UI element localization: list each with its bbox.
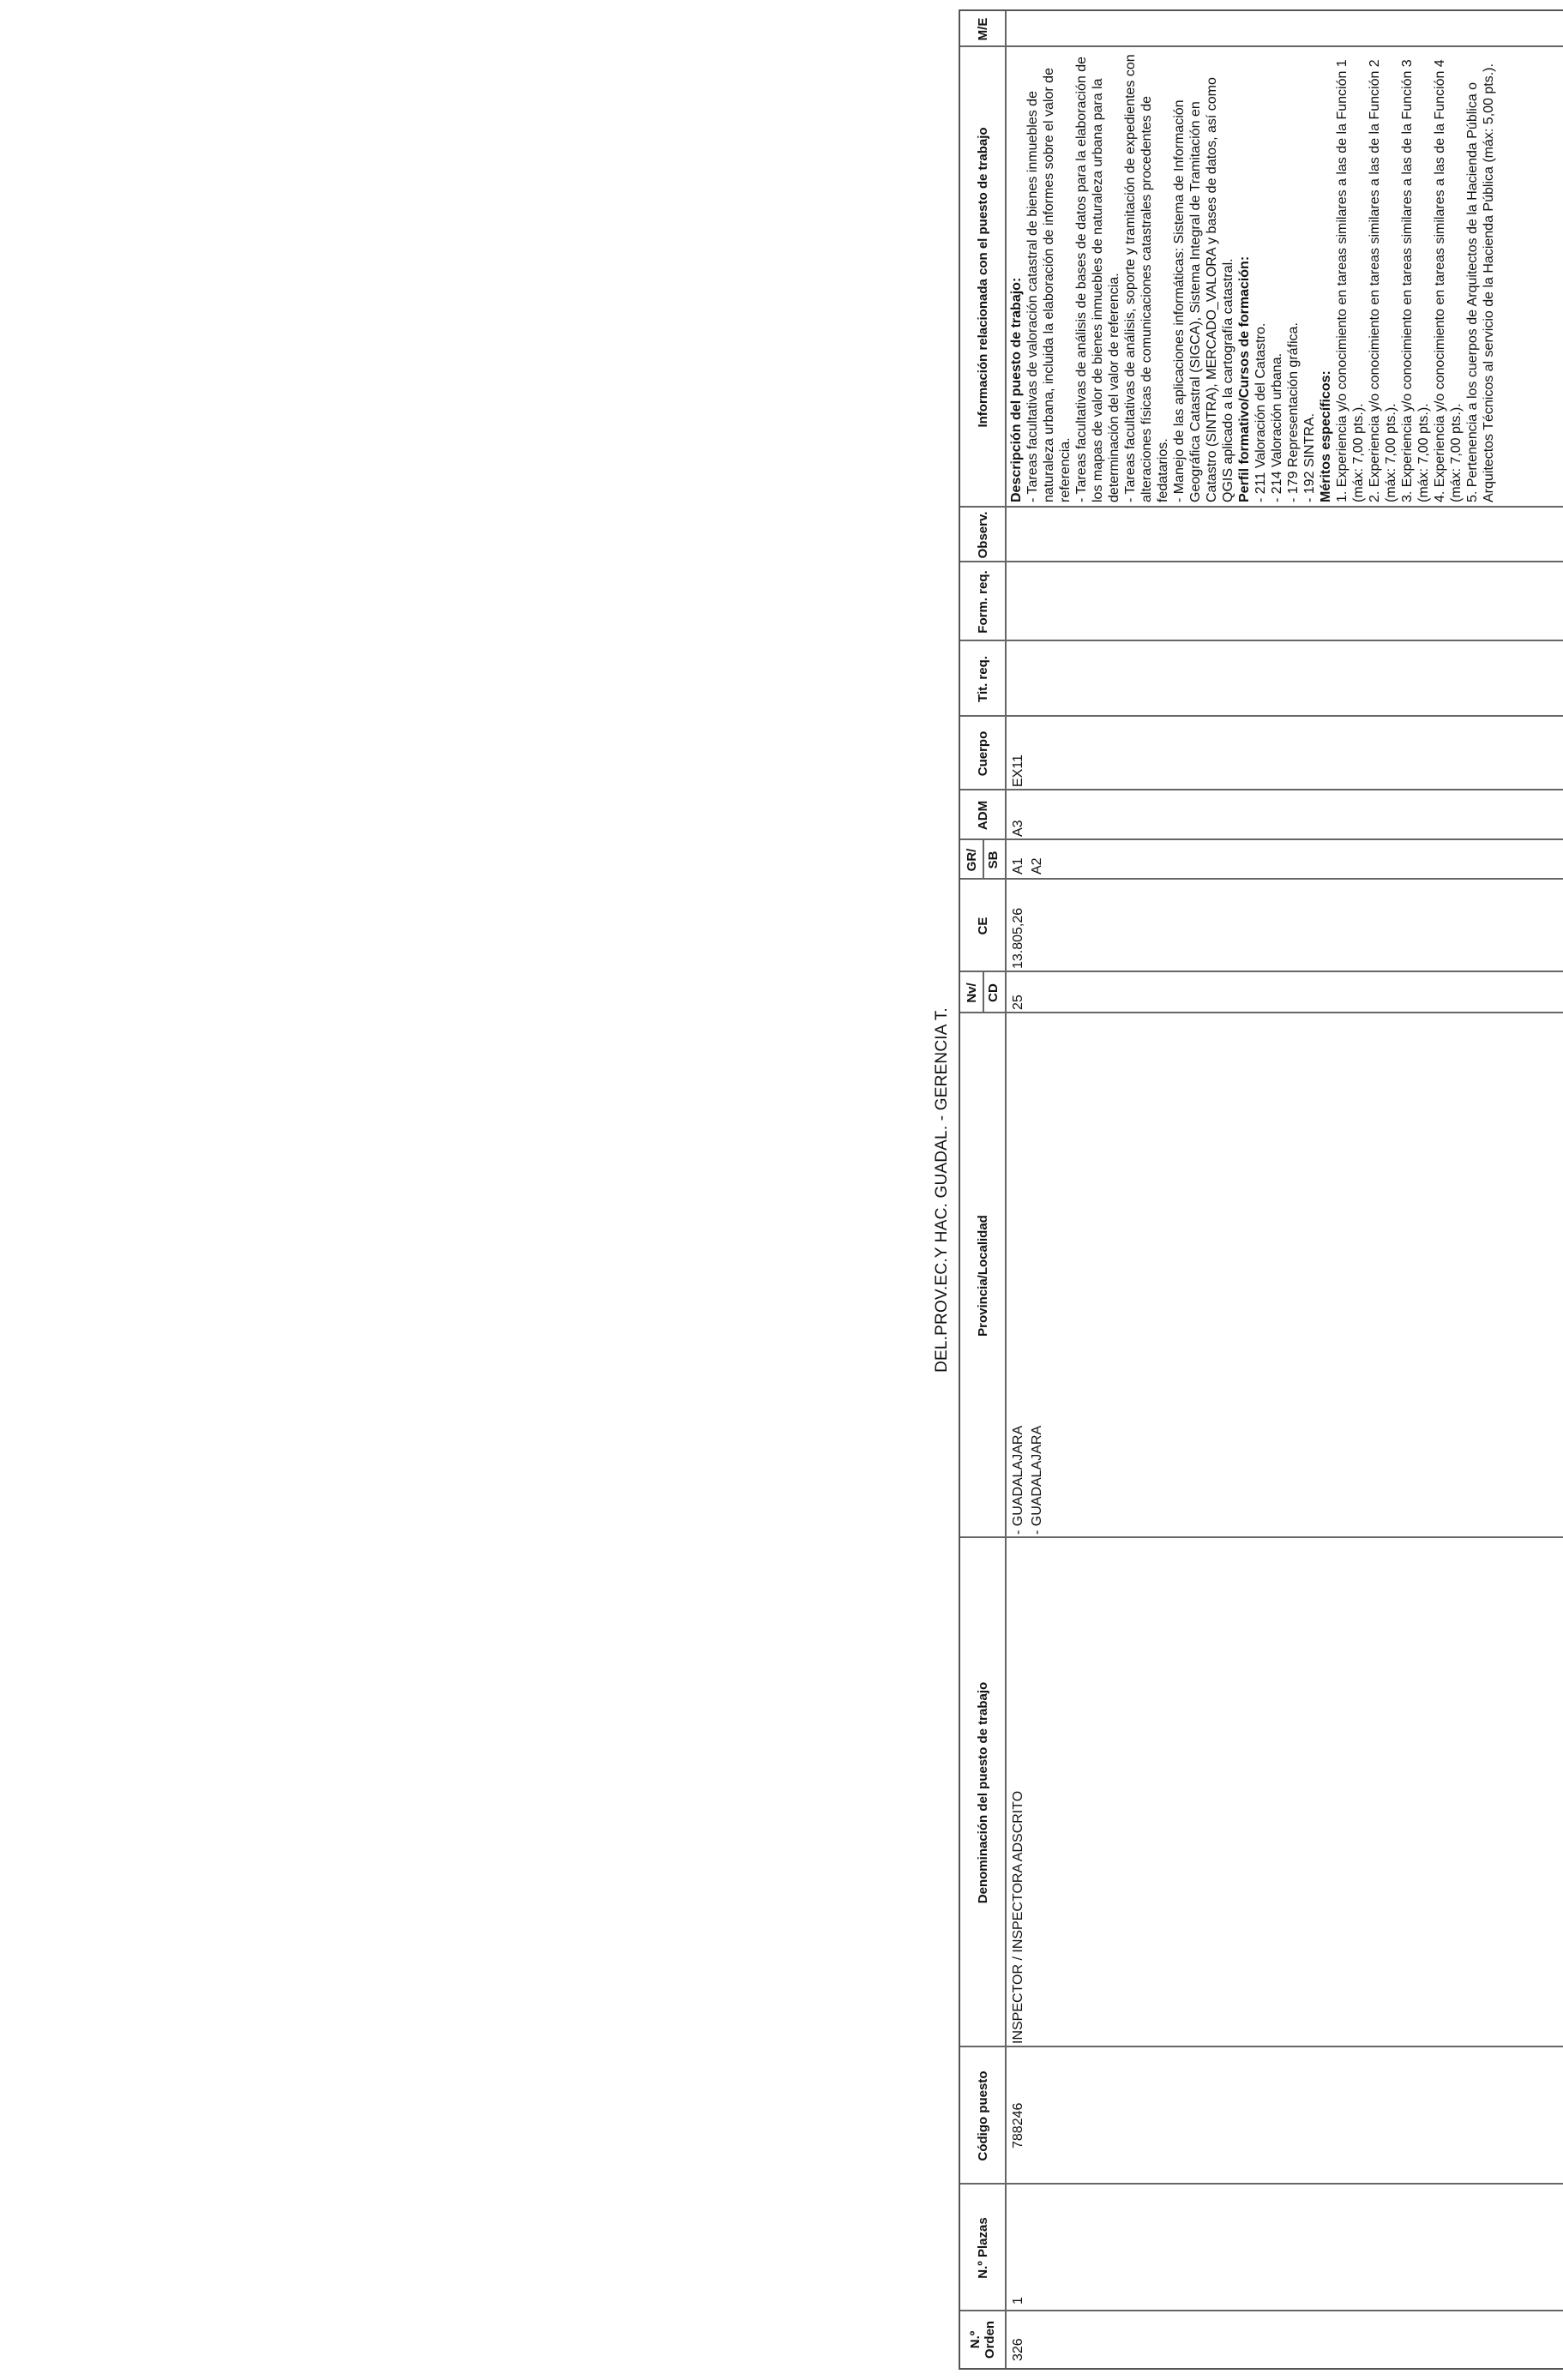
- column-divider: [960, 1536, 1563, 1538]
- merito-item: 2. Experiencia y/o conocimiento en tareas similares a las de la Función 2 (máx: 7,00 pts.).: [1368, 59, 1398, 502]
- merito-item: 3. Experiencia y/o conocimiento en tareas similares a las de la Función 3 (máx: 7,00 pts.).: [1400, 59, 1431, 502]
- header-formacion: Form. req.: [975, 570, 990, 634]
- cell-plazas: 1: [1011, 2297, 1025, 2305]
- header-observaciones: Observ.: [975, 511, 990, 559]
- column-divider: [960, 838, 1563, 840]
- header-orden: N.º Orden: [968, 2320, 997, 2359]
- cell-cuerpo: EX11: [1011, 754, 1025, 787]
- header-grupo: [960, 840, 1005, 880]
- curso-item: - 192 SINTRA.: [1302, 412, 1317, 502]
- header-grupo-bottom: SB: [986, 850, 1001, 869]
- descripcion-item: - Tareas facultativas de análisis, soporte y tramitación de expedientes con alteraciones físicas de comunicaciones catastrales procedentes de fedatarios.: [1123, 54, 1170, 502]
- column-divider: [960, 878, 1563, 880]
- header-grupo-top: GR/: [965, 848, 979, 872]
- merito-item: 4. Experiencia y/o conocimiento en tareas similares a las de la Función 4 (máx: 7,00 pts.).: [1433, 59, 1464, 502]
- column-divider: [960, 789, 1563, 790]
- header-me: M/E: [975, 17, 990, 41]
- header-informacion: Información relacionada con el puesto de trabajo: [975, 127, 990, 428]
- header-nivel-top: Nv/: [965, 983, 979, 1003]
- perfil-title: Perfil formativo/Cursos de formación:: [1237, 255, 1252, 502]
- header-nivel: [960, 972, 1005, 1013]
- column-divider: [960, 971, 1563, 972]
- header-denominacion: Denominación del puesto de trabajo: [975, 1681, 990, 1904]
- column-divider: [960, 2046, 1563, 2047]
- header-cuerpo: Cuerpo: [975, 730, 990, 777]
- column-divider: [960, 506, 1563, 508]
- cell-codigo: 788246: [1011, 2102, 1025, 2149]
- curso-item: - 211 Valoración del Catastro.: [1253, 322, 1268, 502]
- page-heading: DEL.PROV.EC.Y HAC. GUADAL. - GERENCIA T.: [933, 1007, 951, 1373]
- cell-grupo-1: A1: [1011, 857, 1025, 874]
- header-nivel-bottom: CD: [986, 983, 1001, 1002]
- column-divider: [960, 2310, 1563, 2311]
- column-divider: [960, 640, 1563, 641]
- column-divider: [960, 45, 1563, 47]
- header-provincia: Provincia/Localidad: [975, 1215, 990, 1337]
- cell-adm: A3: [1011, 820, 1025, 837]
- descripcion-title: Descripción del puesto de trabajo:: [1009, 277, 1024, 502]
- cell-provincia-2: - GUADALAJARA: [1030, 1425, 1044, 1535]
- cell-denominacion: INSPECTOR / INSPECTORA ADSCRITO: [1011, 1790, 1025, 2044]
- header-ce: CE: [975, 917, 990, 935]
- cell-orden: 326: [1011, 2338, 1025, 2361]
- cell-informacion: [1008, 51, 1497, 502]
- cell-ce: 13.805,26: [1011, 907, 1025, 969]
- header-titulacion: Tit. req.: [975, 656, 990, 702]
- descripcion-item: - Tareas facultativas de valoración catastral de bienes inmuebles de naturaleza urbana, incluida la elaboración de informes sobre el valor de referencia.: [1025, 68, 1073, 502]
- curso-item: - 179 Representación gráfica.: [1286, 322, 1301, 502]
- column-divider: [960, 561, 1563, 562]
- positions-table: [959, 9, 1563, 2370]
- merito-item: 1. Experiencia y/o conocimiento en tareas similares a las de la Función 1 (máx: 7,00 pts.).: [1335, 59, 1366, 502]
- header-adm: ADM: [975, 800, 990, 831]
- descripcion-item: - Tareas facultativas de análisis de bases de datos para la elaboración de los mapas de valor de bienes inmuebles de naturaleza urbana para la determinación del valor de referencia.: [1074, 56, 1121, 502]
- cell-provincia-1: - GUADALAJARA: [1011, 1425, 1025, 1535]
- descripcion-item: - Manejo de las aplicaciones informáticas: Sistema de Información Geográfica Catastral (SIGCA), Sistema Integral de Tramitación en Catastro (SINTRA), MERCADO_VALORA y bases de datos, así como QGIS aplicado a la cartografía catastral.: [1172, 77, 1235, 502]
- cell-grupo-2: A2: [1030, 857, 1044, 874]
- header-plazas: N.º Plazas: [975, 2217, 990, 2279]
- header-divider: [1005, 11, 1007, 2368]
- cell-nivel: 25: [1011, 995, 1025, 1010]
- meritos-title: Méritos específicos:: [1319, 370, 1333, 502]
- curso-item: - 214 Valoración urbana.: [1270, 352, 1284, 502]
- merito-item: 5. Pertenencia a los cuerpos de Arquitectos de la Hacienda Pública o Arquitectos Técnicos al servicio de la Hacienda Pública (máx: 5,00 pts.).: [1465, 63, 1496, 502]
- column-divider: [960, 1012, 1563, 1013]
- column-divider: [960, 2183, 1563, 2185]
- header-codigo: Código puesto: [975, 2070, 990, 2161]
- column-divider: [960, 715, 1563, 717]
